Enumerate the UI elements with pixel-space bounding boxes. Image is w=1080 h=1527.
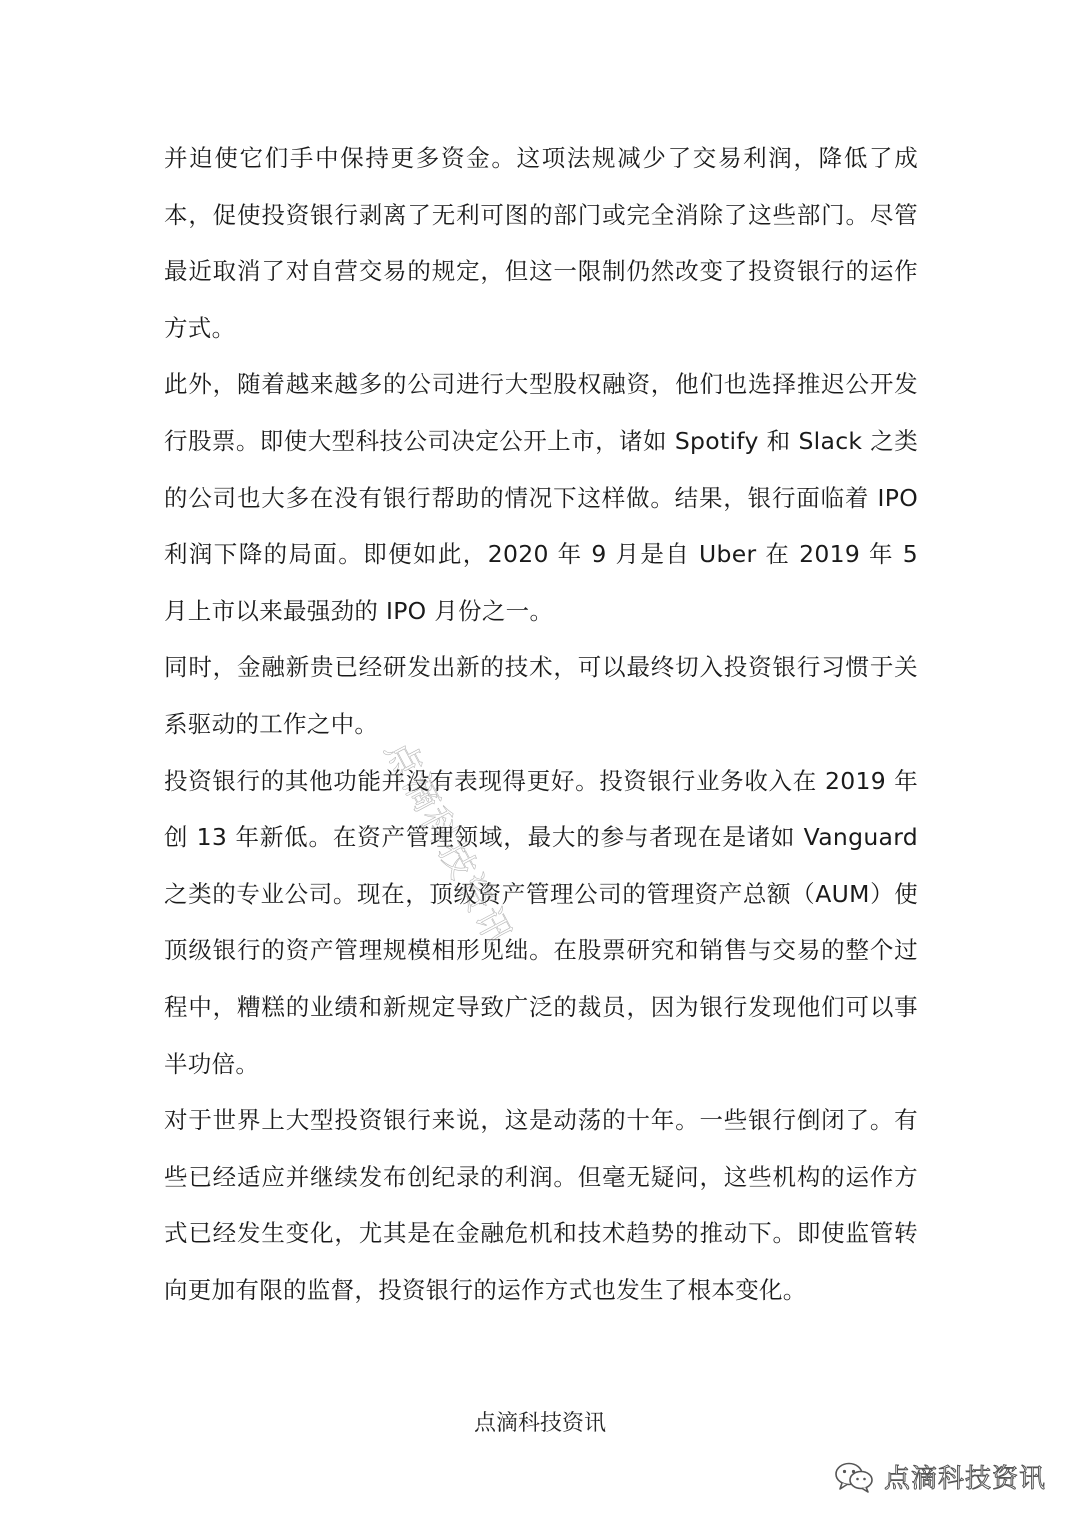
document-body [164, 130, 918, 1318]
paragraph-1: 并迫使它们手中保持更多资金。这项法规减少了交易利润，降低了成本，促使投资银行剥离了无利可图的部门或完全消除了这些部门。尽管最近取消了对自营交易的规定，但这一限制仍然改变了投资银行的运作方式。 [164, 144, 918, 342]
page-footer: 点滴科技资讯 [473, 1411, 606, 1436]
wechat-watermark [834, 1458, 1046, 1495]
paragraph-4: 投资银行的其他功能并没有表现得更好。投资银行业务收入在 2019 年创 13 年新低。在资产管理领域，最大的参与者现在是诸如 Vanguard 之类的专业公司。现在，顶级资产管理公司的管理资产总额（AUM）使顶级银行的资产管理规模相形见绌。在股票研究和销售与交易的整个过程中，糟糕的业绩和新规定导致广泛的裁员，因为银行发现他们可以事半功倍。 [164, 766, 918, 1078]
diagonal-watermark: 点滴科技资讯 [376, 733, 520, 955]
wechat-account-label: 点滴科技资讯 [883, 1464, 1046, 1494]
wechat-icon [834, 1461, 874, 1493]
paragraph-3: 同时，金融新贵已经研发出新的技术，可以最终切入投资银行习惯于关系驱动的工作之中。 [164, 653, 918, 738]
paragraph-2: 此外，随着越来越多的公司进行大型股权融资，他们也选择推迟公开发行股票。即使大型科技公司决定公开上市，诸如 Spotify 和 Slack 之类的公司也大多在没有银行帮助的情况下这样做。结果，银行面临着 IPO 利润下降的局面。即便如此，2020 年 9 月是自 Uber 在 2019 年 5 月上市以来最强劲的 IPO 月份之一。 [164, 370, 918, 625]
paragraph-5: 对于世界上大型投资银行来说，这是动荡的十年。一些银行倒闭了。有些已经适应并继续发布创纪录的利润。但毫无疑问，这些机构的运作方式已经发生变化，尤其是在金融危机和技术趋势的推动下。即使监管转向更加有限的监督，投资银行的运作方式也发生了根本变化。 [164, 1106, 918, 1304]
